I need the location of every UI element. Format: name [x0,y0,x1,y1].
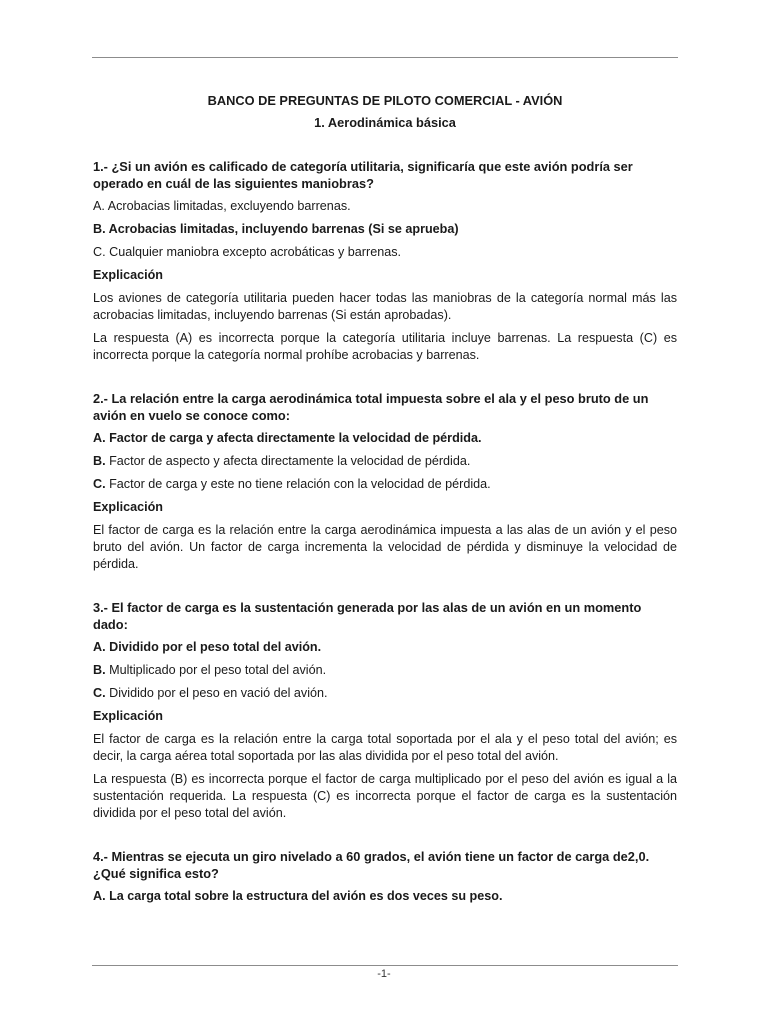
explanation-paragraph: La respuesta (A) es incorrecta porque la categoría utilitaria incluye barrenas. La respuesta (C) es incorrecta porque la categoría normal prohíbe acrobacias y barrenas. [93,331,677,362]
question-2 [93,390,677,573]
option-letter: C. [93,477,106,491]
document-body [93,92,677,905]
question-text: 4.- Mientras se ejecuta un giro nivelado a 60 grados, el avión tiene un factor de carga de2,0. ¿Qué significa esto? [93,849,650,881]
option-letter: B. [93,454,106,468]
option-text: Factor de carga y este no tiene relación con la velocidad de pérdida. [105,477,491,491]
explanation-paragraph: El factor de carga es la relación entre la carga total soportada por el ala y el peso total del avión; es decir, la carga aérea total soportada por las alas dividida por el peso total del avión. [93,732,677,763]
option-b [93,453,677,470]
footer-rule [92,965,678,966]
option-text: Factor de carga y afecta directamente la velocidad de pérdida. [105,431,482,445]
option-letter: A. [93,640,106,654]
page-number: -1- [377,968,391,980]
document-title: BANCO DE PREGUNTAS DE PILOTO COMERCIAL - AVIÓN [207,93,563,108]
option-a-correct [93,639,677,656]
explanation-paragraph: La respuesta (B) es incorrecta porque el factor de carga multiplicado por el peso del avión es igual a la sustentación requerida. La respuesta (C) es incorrecta porque el factor de carga es la sustentación dividida por el peso total del avión. [93,772,677,820]
option-letter: B. [93,663,106,677]
option-c [93,685,677,702]
option-a [93,198,677,215]
option-text: Dividido por el peso en vació del avión. [105,686,328,700]
explanation-heading: Explicación [93,268,163,282]
option-text: Acrobacias limitadas, incluyendo barrenas (Si se aprueba) [105,222,459,236]
explanation-paragraph: El factor de carga es la relación entre la carga aerodinámica impuesta a las alas de un avión y el peso bruto del avión. Un factor de carga incrementa la velocidad de pérdida y disminuye la velocidad de pérdida. [93,523,677,571]
option-text: Multiplicado por el peso total del avión. [105,663,327,677]
option-letter: B. [93,222,106,236]
option-text: Cualquier maniobra excepto acrobáticas y barrenas. [105,245,402,259]
explanation-heading: Explicación [93,709,163,723]
option-text: Factor de aspecto y afecta directamente la velocidad de pérdida. [105,454,471,468]
option-text: Acrobacias limitadas, excluyendo barrenas. [104,199,351,213]
explanation-heading: Explicación [93,500,163,514]
option-b [93,662,677,679]
option-letter: A. [93,431,106,445]
header-rule [92,57,678,58]
explanation-paragraph: Los aviones de categoría utilitaria pueden hacer todas las maniobras de la categoría normal más las acrobacias limitadas, incluyendo barrenas (Si están aprobadas). [93,291,677,322]
option-text: La carga total sobre la estructura del avión es dos veces su peso. [105,889,503,903]
question-text: 2.- La relación entre la carga aerodinámica total impuesta sobre el ala y el peso bruto de un avión en vuelo se conoce como: [93,391,649,423]
question-3 [93,599,677,822]
option-c [93,476,677,493]
option-letter: C. [93,686,106,700]
option-c [93,244,677,261]
option-letter: A. [93,199,105,213]
option-letter: A. [93,889,106,903]
question-1 [93,158,677,364]
question-text: 1.- ¿Si un avión es calificado de categoría utilitaria, significaría que este avión podría ser operado en cuál de las siguientes maniobras? [93,159,633,191]
option-letter: C. [93,245,106,259]
section-title: 1. Aerodinámica básica [314,115,456,130]
option-text: Dividido por el peso total del avión. [105,640,322,654]
question-4 [93,848,677,905]
option-b-correct [93,221,677,238]
question-text: 3.- El factor de carga es la sustentación generada por las alas de un avión en un momento dado: [93,600,642,632]
option-a-correct [93,888,677,905]
option-a-correct [93,430,677,447]
